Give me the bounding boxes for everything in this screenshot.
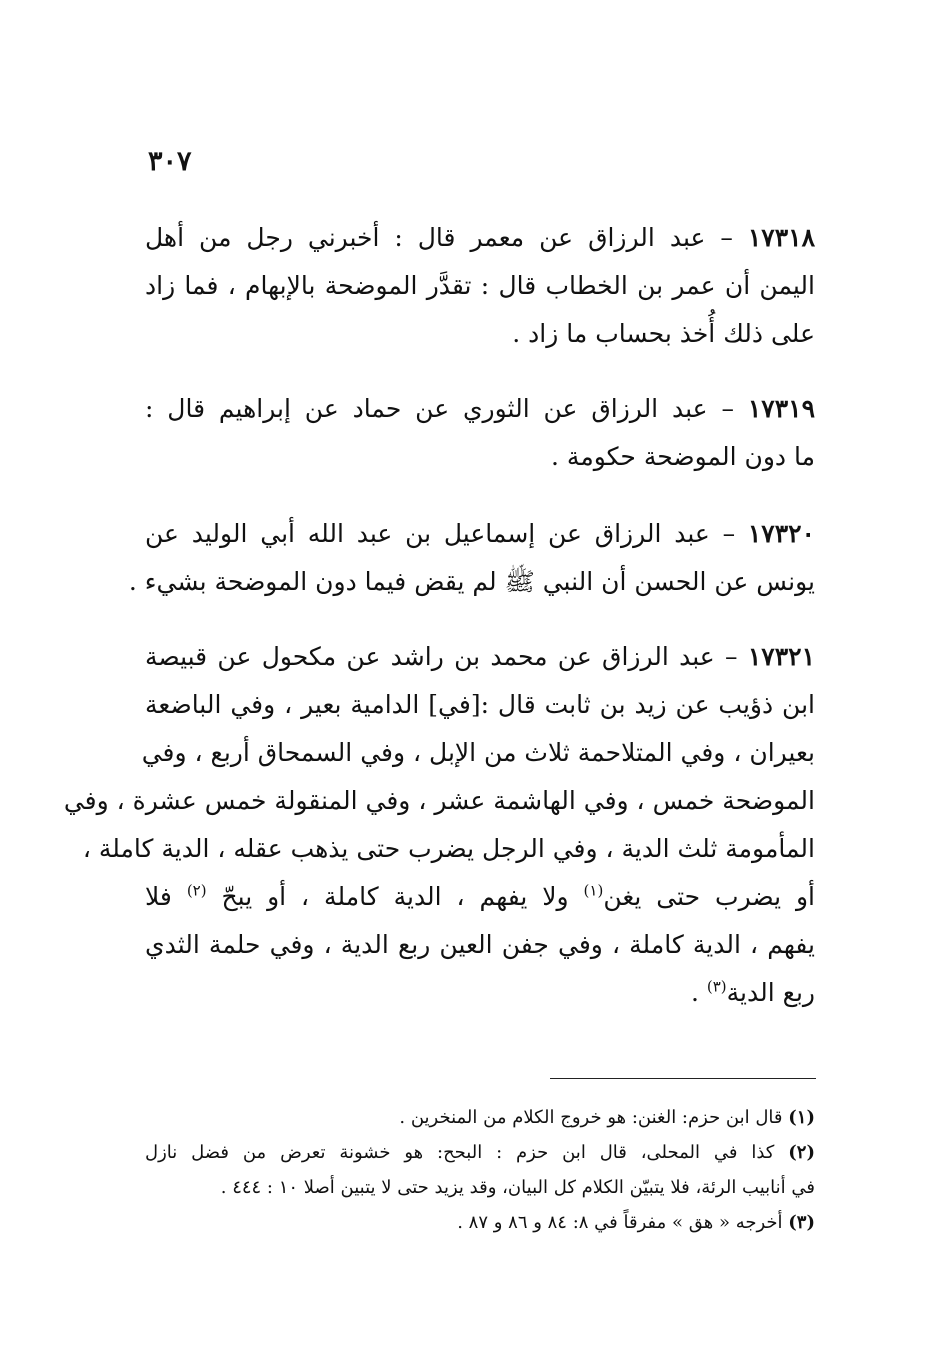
hadith-number: ١٧٣٢١: [747, 642, 815, 671]
hadith-paragraph: [145, 385, 815, 481]
paragraph-line: يونس عن الحسن أن النبي ﷺ لم يقض فيما دون الموضحة بشيء .: [128, 567, 815, 596]
paragraph-line: ما دون الموضحة حكومة .: [551, 442, 815, 471]
footnote-marker[interactable]: (٢): [186, 881, 207, 900]
paragraph-line: الموضحة خمس ، وفي الهاشمة عشر ، وفي المنقولة خمس عشرة ، وفي: [63, 786, 815, 815]
hadith-number: ١٧٣١٨: [747, 223, 815, 252]
paragraph-line: ١٧٣١٨ – عبد الرزاق عن معمر قال : أخبرني رجل من أهل: [145, 223, 815, 252]
footnote-marker[interactable]: (١): [583, 881, 604, 900]
paragraph-line: بعيران ، وفي المتلاحمة ثلاث من الإبل ، وفي السمحاق أربع ، وفي: [141, 738, 815, 767]
paragraph-line: أو يضرب حتى يغن$^{(١)}$ ولا يفهم ، الدية كاملة ، أو يبحّ $^{(٢)}$ فلا: [145, 881, 815, 911]
paragraph-line: على ذلك أُخذ بحساب ما زاد .: [512, 319, 815, 348]
hadith-number: ١٧٣٢٠: [747, 519, 815, 548]
paragraph-line: ابن ذؤيب عن زيد بن ثابت قال :[في] الدامية بعير ، وفي الباضعة: [145, 690, 815, 719]
footnote-marker[interactable]: (٣): [706, 977, 727, 996]
footnote-continuation: في أنابيب الرئة، فلا يتبيّن الكلام كل البيان، وقد يزيد حتى لا يتبين أصلا ١٠ : ٤٤٤ .: [220, 1177, 815, 1198]
footnotes: [145, 1100, 815, 1240]
footnote-number: (٢): [788, 1142, 815, 1163]
hadith-paragraph: [128, 510, 815, 606]
footnote: (٢) كذا في المحلى، قال ابن حزم : البحح: هو خشونة تعرض من فضل نازل: [145, 1142, 815, 1163]
hadith-number: ١٧٣١٩: [747, 394, 816, 423]
footnote-divider: [550, 1078, 816, 1079]
footnote: (١) قال ابن حزم: الغنن: هو خروج الكلام من المنخرين .: [399, 1107, 815, 1128]
hadith-paragraph: [145, 214, 815, 358]
footnote: (٣) أخرجه « هق » مفرقاً في ٨: ٨٤ و ٨٦ و ٨٧ .: [457, 1212, 815, 1233]
paragraph-line: المأمومة ثلث الدية ، وفي الرجل يضرب حتى يذهب عقله ، الدية كاملة ،: [82, 834, 815, 863]
paragraph-line: يفهم ، الدية كاملة ، وفي جفن العين ربع الدية ، وفي حلمة الثدي: [145, 930, 815, 959]
footnote-number: (١): [788, 1107, 815, 1128]
page-number: ٣٠٧: [148, 146, 192, 177]
paragraph-line: اليمن أن عمر بن الخطاب قال : تقدَّر الموضحة بالإبهام ، فما زاد: [145, 271, 815, 300]
paragraph-line: ربع الدية$^{(٣)}$ .: [690, 977, 815, 1007]
paragraph-line: ١٧٣١٩ – عبد الرزاق عن الثوري عن حماد عن إبراهيم قال :: [145, 394, 816, 423]
paragraph-line: ١٧٣٢١ – عبد الرزاق عن محمد بن راشد عن مكحول عن قبيصة: [145, 642, 815, 671]
paragraph-line: ١٧٣٢٠ – عبد الرزاق عن إسماعيل بن عبد الله أبي الوليد عن: [145, 519, 815, 548]
hadith-paragraph: [63, 633, 815, 1017]
footnote-number: (٣): [788, 1212, 815, 1233]
